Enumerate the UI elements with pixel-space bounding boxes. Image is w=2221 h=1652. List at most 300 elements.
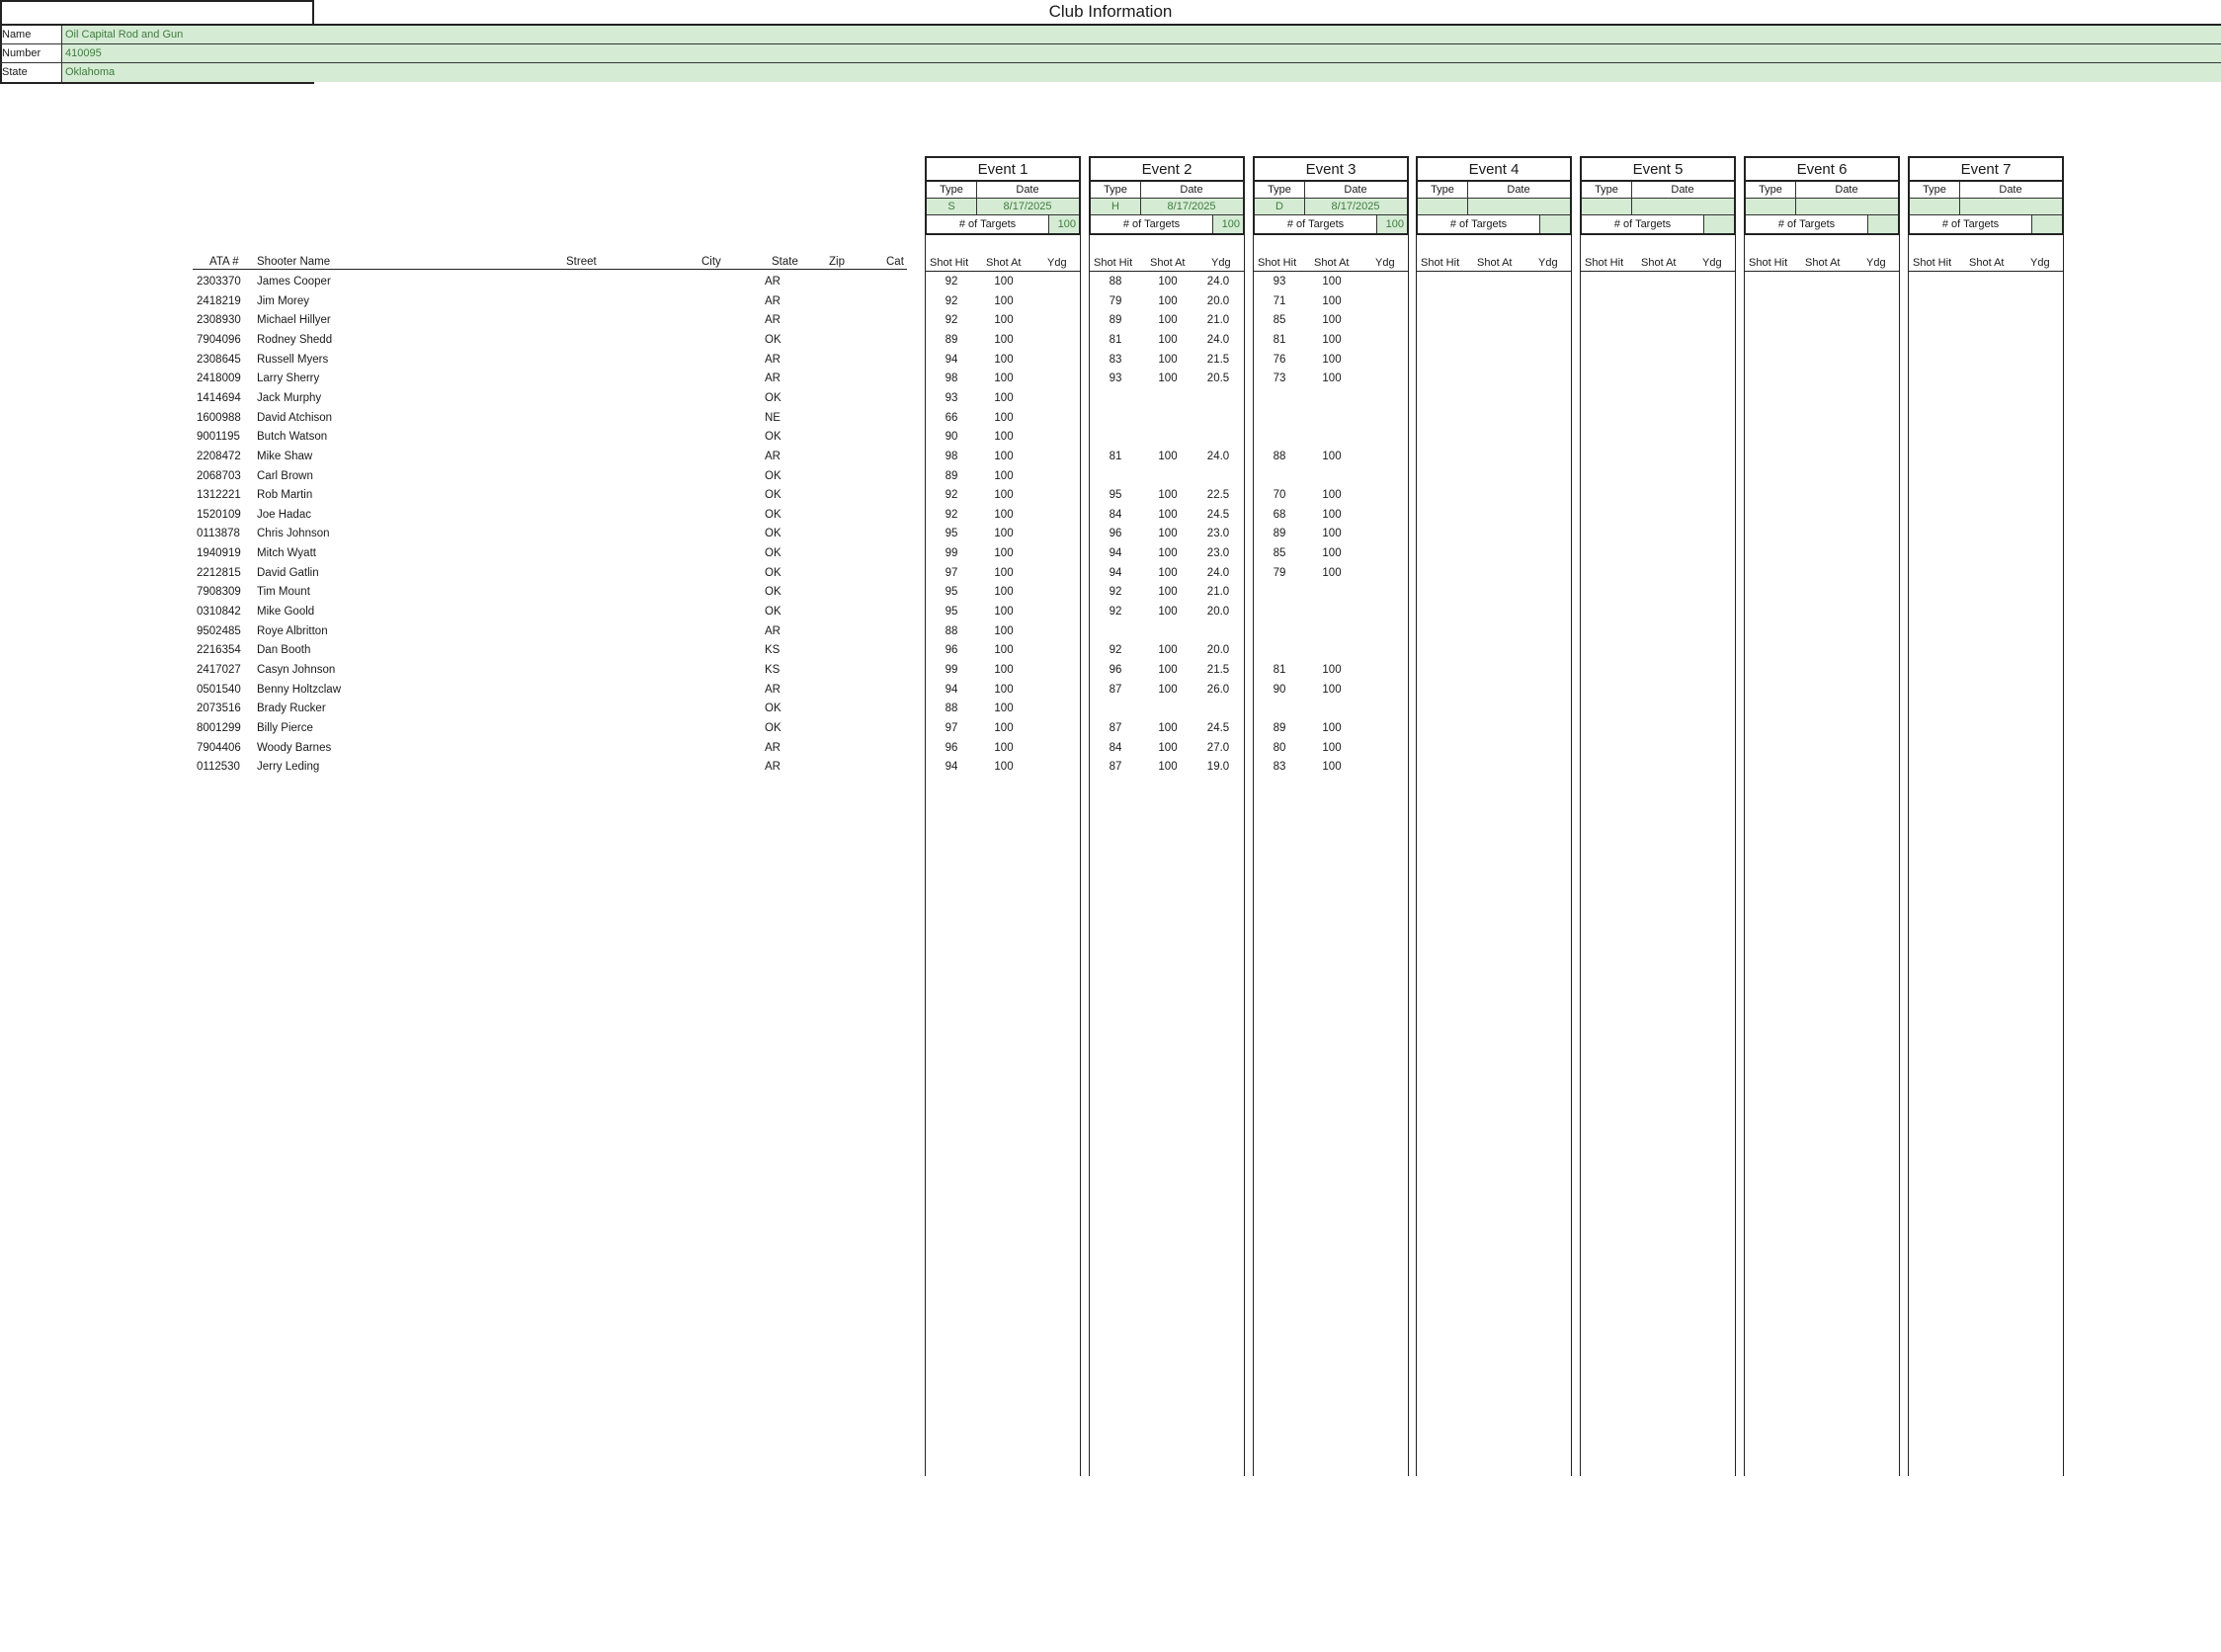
shooter-ata: 2208472 (197, 450, 241, 462)
shot-hit-cell: 89 (1273, 721, 1286, 734)
event-type-date-labels (1418, 182, 1570, 199)
event-targets-row (927, 215, 1079, 233)
shot-hit-cell: 96 (1109, 528, 1122, 540)
shooter-name: Russell Myers (257, 353, 329, 366)
event-column-headers (1253, 255, 1409, 272)
shot-at-cell: 100 (994, 528, 1014, 540)
event-column-headers (1580, 255, 1736, 272)
shot-at-cell: 100 (994, 314, 1014, 327)
event-column-headers (1908, 255, 2064, 272)
ydg-cell: 20.0 (1206, 644, 1230, 657)
shooter-state: OK (765, 431, 781, 444)
shot-hit-cell: 81 (1109, 450, 1122, 462)
shot-at-cell: 100 (1158, 606, 1178, 619)
shooter-ata: 2308645 (197, 353, 241, 366)
event-title: Event 5 (1582, 158, 1734, 182)
club-state-value: Oklahoma (61, 63, 2221, 82)
shot-hit-header: Shot Hit (1421, 257, 1460, 269)
event-targets-value (1867, 215, 1898, 233)
event-left-border (1908, 156, 1909, 1476)
event-type-value: S (947, 201, 955, 212)
event-targets-row (1418, 215, 1570, 233)
ydg-cell: 22.5 (1206, 489, 1230, 502)
event-header-box (925, 156, 1081, 235)
event-targets-value (1539, 215, 1570, 233)
ydg-header: Ydg (1047, 257, 1067, 269)
shooter-name: Tim Mount (257, 586, 310, 599)
shot-at-cell: 100 (1322, 489, 1342, 502)
shot-hit-cell: 89 (1273, 528, 1286, 540)
shooter-ata: 1520109 (197, 508, 241, 521)
shot-at-cell: 100 (994, 761, 1014, 774)
shooter-state: AR (765, 276, 781, 288)
shot-at-header: Shot At (986, 257, 1022, 269)
shot-hit-cell: 98 (945, 450, 958, 462)
shooter-state: AR (765, 761, 781, 774)
event-left-border (1416, 156, 1417, 1476)
ydg-cell: 19.0 (1206, 761, 1230, 774)
shot-at-cell: 100 (1158, 664, 1178, 676)
shot-hit-cell: 95 (1109, 489, 1122, 502)
shooter-name: Mike Shaw (257, 450, 313, 462)
shot-hit-cell: 96 (1109, 664, 1122, 676)
shot-at-cell: 100 (994, 391, 1014, 404)
shooter-state: KS (765, 664, 781, 676)
shot-at-cell: 100 (1322, 721, 1342, 734)
ydg-cell: 21.5 (1206, 664, 1230, 676)
shot-at-cell: 100 (994, 469, 1014, 482)
club-name-value: Oil Capital Rod and Gun (61, 26, 2221, 43)
shot-at-cell: 100 (1158, 450, 1178, 462)
shot-hit-cell: 80 (1273, 741, 1286, 754)
shot-hit-cell: 92 (1109, 644, 1122, 657)
event-divider (1795, 182, 1796, 215)
shot-hit-cell: 97 (945, 721, 958, 734)
shot-hit-cell: 92 (945, 314, 958, 327)
col-header-cat: Cat (886, 256, 904, 268)
shooter-state: OK (765, 508, 781, 521)
shot-at-cell: 100 (1322, 741, 1342, 754)
shooter-ata: 8001299 (197, 721, 241, 734)
shot-hit-cell: 70 (1273, 489, 1286, 502)
shooter-name: Michael Hillyer (257, 314, 331, 327)
shooter-state: OK (765, 391, 781, 404)
shooter-ata: 7904096 (197, 333, 241, 346)
event-divider (1959, 182, 1960, 215)
shot-hit-cell: 79 (1109, 294, 1122, 307)
shot-at-cell: 100 (1322, 528, 1342, 540)
shooter-state: NE (765, 411, 781, 424)
club-number-row (0, 44, 2221, 63)
shot-at-cell: 100 (994, 702, 1014, 715)
event-header-box (1253, 156, 1409, 235)
shooter-ata: 2418009 (197, 372, 241, 385)
event-date-label: Date (1671, 184, 1694, 196)
shot-at-cell: 100 (994, 664, 1014, 676)
event-type-label: Type (1759, 184, 1782, 196)
shot-at-cell: 100 (994, 547, 1014, 560)
event-right-border (1571, 156, 1572, 1476)
ydg-cell: 27.0 (1206, 741, 1230, 754)
shooter-state: OK (765, 528, 781, 540)
shooter-ata: 0113878 (197, 528, 240, 540)
shot-hit-header: Shot Hit (1913, 257, 1952, 269)
event-title: Event 4 (1418, 158, 1570, 182)
shooter-name: Butch Watson (257, 431, 328, 444)
col-header-shooter-name: Shooter Name (257, 256, 331, 268)
event-type-label: Type (940, 184, 963, 196)
shooter-state: OK (765, 606, 781, 619)
shooter-ata: 0310842 (197, 606, 241, 619)
ydg-cell: 21.5 (1206, 353, 1230, 366)
shot-hit-cell: 94 (945, 353, 958, 366)
event-divider (1467, 182, 1468, 215)
event-targets-row (1255, 215, 1407, 233)
event-left-border (1089, 156, 1090, 1476)
shot-at-cell: 100 (994, 450, 1014, 462)
ydg-header: Ydg (1866, 257, 1886, 269)
event-date-label: Date (1835, 184, 1858, 196)
shot-at-header: Shot At (1477, 257, 1513, 269)
shot-hit-cell: 87 (1109, 683, 1122, 696)
shooter-state: AR (765, 314, 781, 327)
shot-hit-cell: 81 (1273, 664, 1286, 676)
shot-at-cell: 100 (1158, 741, 1178, 754)
shooter-name: Jack Murphy (257, 391, 322, 404)
shot-hit-header: Shot Hit (1094, 257, 1133, 269)
shot-at-header: Shot At (1969, 257, 2005, 269)
event-targets-label: # of Targets (1286, 218, 1345, 230)
ydg-header: Ydg (1702, 257, 1722, 269)
event-type-date-values (1582, 199, 1734, 215)
shot-at-cell: 100 (1158, 528, 1178, 540)
shooter-name: Casyn Johnson (257, 664, 336, 676)
event-targets-value (2031, 215, 2062, 233)
shot-hit-cell: 98 (945, 372, 958, 385)
event-type-date-values (1418, 199, 1570, 215)
shot-at-header: Shot At (1150, 257, 1186, 269)
shooter-name: James Cooper (257, 276, 331, 288)
shooter-name: Larry Sherry (257, 372, 320, 385)
event-right-border (1735, 156, 1736, 1476)
shot-hit-cell: 84 (1109, 508, 1122, 521)
shot-at-header: Shot At (1314, 257, 1350, 269)
shot-hit-cell: 96 (945, 644, 958, 657)
shot-hit-header: Shot Hit (1258, 257, 1297, 269)
shot-hit-cell: 96 (945, 741, 958, 754)
shot-at-cell: 100 (1158, 353, 1178, 366)
shooter-name: Jim Morey (257, 294, 310, 307)
shot-at-cell: 100 (994, 508, 1014, 521)
event-date-label: Date (1507, 184, 1530, 196)
shot-at-cell: 100 (994, 741, 1014, 754)
shooter-ata: 2303370 (197, 276, 241, 288)
event-type-date-values (1255, 199, 1407, 215)
shooter-state: OK (765, 566, 781, 579)
shot-hit-cell: 94 (1109, 566, 1122, 579)
shot-at-cell: 100 (1322, 547, 1342, 560)
shot-hit-cell: 88 (1109, 276, 1122, 288)
shooter-ata: 1414694 (197, 391, 241, 404)
shot-at-cell: 100 (1322, 372, 1342, 385)
club-name-label: Name (2, 29, 32, 41)
shooter-state: AR (765, 353, 781, 366)
shot-hit-header: Shot Hit (1749, 257, 1788, 269)
shot-hit-cell: 85 (1273, 314, 1286, 327)
shot-hit-cell: 95 (945, 586, 958, 599)
shooter-name: Mike Goold (257, 606, 315, 619)
shot-hit-cell: 90 (1273, 683, 1286, 696)
event-title: Event 2 (1091, 158, 1243, 182)
shooter-state: OK (765, 333, 781, 346)
shot-at-cell: 100 (1158, 294, 1178, 307)
ydg-cell: 24.0 (1206, 333, 1230, 346)
event-title: Event 7 (1910, 158, 2062, 182)
event-type-date-labels (1746, 182, 1898, 199)
event-left-border (1580, 156, 1581, 1476)
event-left-border (1744, 156, 1745, 1476)
event-targets-label: # of Targets (1122, 218, 1181, 230)
shooter-name: Carl Brown (257, 469, 313, 482)
col-header-state: State (772, 256, 798, 268)
shooter-ata: 2216354 (197, 644, 241, 657)
shot-hit-header: Shot Hit (1585, 257, 1624, 269)
shot-at-cell: 100 (994, 721, 1014, 734)
event-divider (1140, 182, 1141, 215)
event-date-label: Date (1344, 184, 1367, 196)
shot-at-cell: 100 (1322, 664, 1342, 676)
shot-at-cell: 100 (994, 411, 1014, 424)
shot-at-cell: 100 (994, 353, 1014, 366)
ydg-cell: 20.0 (1206, 606, 1230, 619)
event-2-block (1089, 156, 1245, 1476)
event-header-box (1416, 156, 1572, 235)
event-right-border (1899, 156, 1900, 1476)
event-title: Event 6 (1746, 158, 1898, 182)
shooter-name: Joe Hadac (257, 508, 311, 521)
shot-hit-cell: 94 (1109, 547, 1122, 560)
club-name-row (0, 26, 2221, 44)
shot-hit-cell: 92 (1109, 586, 1122, 599)
shot-hit-cell: 92 (1109, 606, 1122, 619)
event-right-border (2063, 156, 2064, 1476)
shot-hit-cell: 68 (1273, 508, 1286, 521)
shot-hit-cell: 85 (1273, 547, 1286, 560)
shot-hit-cell: 71 (1273, 294, 1286, 307)
col-header-city: City (701, 256, 721, 268)
ydg-cell: 26.0 (1206, 683, 1230, 696)
event-type-date-values (1746, 199, 1898, 215)
shooter-state: AR (765, 683, 781, 696)
event-column-headers (1744, 255, 1900, 272)
shooter-name: Jerry Leding (257, 761, 320, 774)
event-date-label: Date (1016, 184, 1039, 196)
club-number-label: Number (2, 47, 41, 59)
shot-at-cell: 100 (1322, 683, 1342, 696)
ydg-header: Ydg (1375, 257, 1395, 269)
event-type-date-labels (1255, 182, 1407, 199)
shooter-ata: 0112530 (197, 761, 240, 774)
event-header-box (1908, 156, 2064, 235)
shot-at-cell: 100 (994, 276, 1014, 288)
shot-at-cell: 100 (994, 294, 1014, 307)
event-targets-row (1910, 215, 2062, 233)
event-type-label: Type (1104, 184, 1127, 196)
shot-hit-cell: 81 (1273, 333, 1286, 346)
event-date-value: 8/17/2025 (1167, 201, 1216, 212)
shooter-ata: 0501540 (197, 683, 241, 696)
shooter-state: AR (765, 741, 781, 754)
shot-at-cell: 100 (1322, 450, 1342, 462)
event-title: Event 3 (1255, 158, 1407, 182)
event-column-headers (925, 255, 1081, 272)
shooter-ata: 2073516 (197, 702, 241, 715)
shooter-name: Roye Albritton (257, 624, 328, 637)
shot-hit-cell: 99 (945, 664, 958, 676)
event-type-date-labels (1910, 182, 2062, 199)
shooter-state: OK (765, 547, 781, 560)
event-header-box (1744, 156, 1900, 235)
shot-hit-cell: 87 (1109, 721, 1122, 734)
shooter-name: Rob Martin (257, 489, 313, 502)
event-targets-value: 100 (1048, 215, 1079, 233)
event-7-block (1908, 156, 2064, 1476)
shot-at-cell: 100 (1322, 761, 1342, 774)
event-type-label: Type (1923, 184, 1946, 196)
event-targets-label: # of Targets (1777, 218, 1836, 230)
shot-hit-cell: 79 (1273, 566, 1286, 579)
ydg-cell: 24.5 (1206, 508, 1230, 521)
shooter-state: OK (765, 469, 781, 482)
event-targets-row (1582, 215, 1734, 233)
event-type-value: D (1275, 201, 1283, 212)
event-right-border (1080, 156, 1081, 1476)
event-type-label: Type (1268, 184, 1291, 196)
shot-hit-cell: 94 (945, 761, 958, 774)
shooter-state: AR (765, 450, 781, 462)
event-header-box (1580, 156, 1736, 235)
shooter-ata: 2308930 (197, 314, 241, 327)
event-left-border (925, 156, 926, 1476)
shooter-name: Dan Booth (257, 644, 311, 657)
shot-hit-cell: 93 (1109, 372, 1122, 385)
shot-hit-cell: 76 (1273, 353, 1286, 366)
event-4-block (1416, 156, 1572, 1476)
shot-at-cell: 100 (994, 683, 1014, 696)
shot-at-cell: 100 (994, 644, 1014, 657)
club-state-row (0, 63, 2221, 82)
shot-at-cell: 100 (1322, 294, 1342, 307)
event-5-block (1580, 156, 1736, 1476)
event-targets-label: # of Targets (1941, 218, 2000, 230)
shooter-name: Chris Johnson (257, 528, 330, 540)
ydg-cell: 24.0 (1206, 276, 1230, 288)
shot-at-cell: 100 (994, 489, 1014, 502)
event-right-border (1244, 156, 1245, 1476)
shooter-name: David Gatlin (257, 566, 319, 579)
event-divider (976, 182, 977, 215)
event-header-box (1089, 156, 1245, 235)
shot-at-cell: 100 (994, 606, 1014, 619)
event-1-block (925, 156, 1081, 1476)
shot-at-cell: 100 (1158, 721, 1178, 734)
shooter-ata: 7904406 (197, 741, 241, 754)
shot-at-cell: 100 (1158, 761, 1178, 774)
shot-at-cell: 100 (994, 333, 1014, 346)
shot-hit-cell: 94 (945, 683, 958, 696)
ydg-cell: 24.0 (1206, 450, 1230, 462)
club-state-label: State (2, 66, 28, 78)
ydg-cell: 24.0 (1206, 566, 1230, 579)
shot-at-cell: 100 (1158, 508, 1178, 521)
ydg-cell: 20.5 (1206, 372, 1230, 385)
shot-hit-cell: 73 (1273, 372, 1286, 385)
shot-hit-header: Shot Hit (930, 257, 969, 269)
shot-hit-cell: 88 (945, 624, 958, 637)
shot-at-cell: 100 (1322, 508, 1342, 521)
shot-at-cell: 100 (1158, 586, 1178, 599)
shot-hit-cell: 92 (945, 508, 958, 521)
shooter-name: Woody Barnes (257, 741, 332, 754)
event-type-date-labels (1091, 182, 1243, 199)
shot-at-cell: 100 (1158, 683, 1178, 696)
event-type-date-labels (927, 182, 1079, 199)
shooter-state: OK (765, 721, 781, 734)
shot-hit-cell: 95 (945, 606, 958, 619)
club-information-title: Club Information (0, 0, 2221, 26)
ydg-cell: 21.0 (1206, 314, 1230, 327)
shot-at-cell: 100 (1322, 314, 1342, 327)
shooter-name: Benny Holtzclaw (257, 683, 342, 696)
shot-at-cell: 100 (1158, 333, 1178, 346)
shot-hit-cell: 92 (945, 489, 958, 502)
shot-at-header: Shot At (1805, 257, 1841, 269)
shooter-ata: 2212815 (197, 566, 241, 579)
event-type-date-labels (1582, 182, 1734, 199)
event-column-headers (1416, 255, 1572, 272)
shooter-state: AR (765, 624, 781, 637)
event-type-value: H (1111, 201, 1119, 212)
shot-hit-cell: 89 (945, 469, 958, 482)
ydg-cell: 23.0 (1206, 547, 1230, 560)
event-targets-row (1091, 215, 1243, 233)
shooter-ata: 2418219 (197, 294, 241, 307)
shooter-state: OK (765, 586, 781, 599)
event-targets-value: 100 (1376, 215, 1407, 233)
event-title: Event 1 (927, 158, 1079, 182)
shot-hit-cell: 93 (945, 391, 958, 404)
header-underline (193, 269, 907, 270)
shot-hit-cell: 92 (945, 294, 958, 307)
shooter-ata: 7908309 (197, 586, 241, 599)
event-type-label: Type (1431, 184, 1454, 196)
shot-at-cell: 100 (1158, 372, 1178, 385)
shooter-ata: 9001195 (197, 431, 240, 444)
shooter-state: OK (765, 702, 781, 715)
club-number-value: 410095 (61, 44, 2221, 62)
event-right-border (1408, 156, 1409, 1476)
event-type-label: Type (1595, 184, 1618, 196)
shot-hit-cell: 90 (945, 431, 958, 444)
shot-hit-cell: 93 (1273, 276, 1286, 288)
event-date-value: 8/17/2025 (1331, 201, 1380, 212)
shot-at-cell: 100 (1158, 489, 1178, 502)
ydg-cell: 23.0 (1206, 528, 1230, 540)
col-header-zip: Zip (829, 256, 845, 268)
club-information-box (0, 0, 1173, 84)
shot-hit-cell: 66 (945, 411, 958, 424)
shot-at-cell: 100 (1322, 276, 1342, 288)
